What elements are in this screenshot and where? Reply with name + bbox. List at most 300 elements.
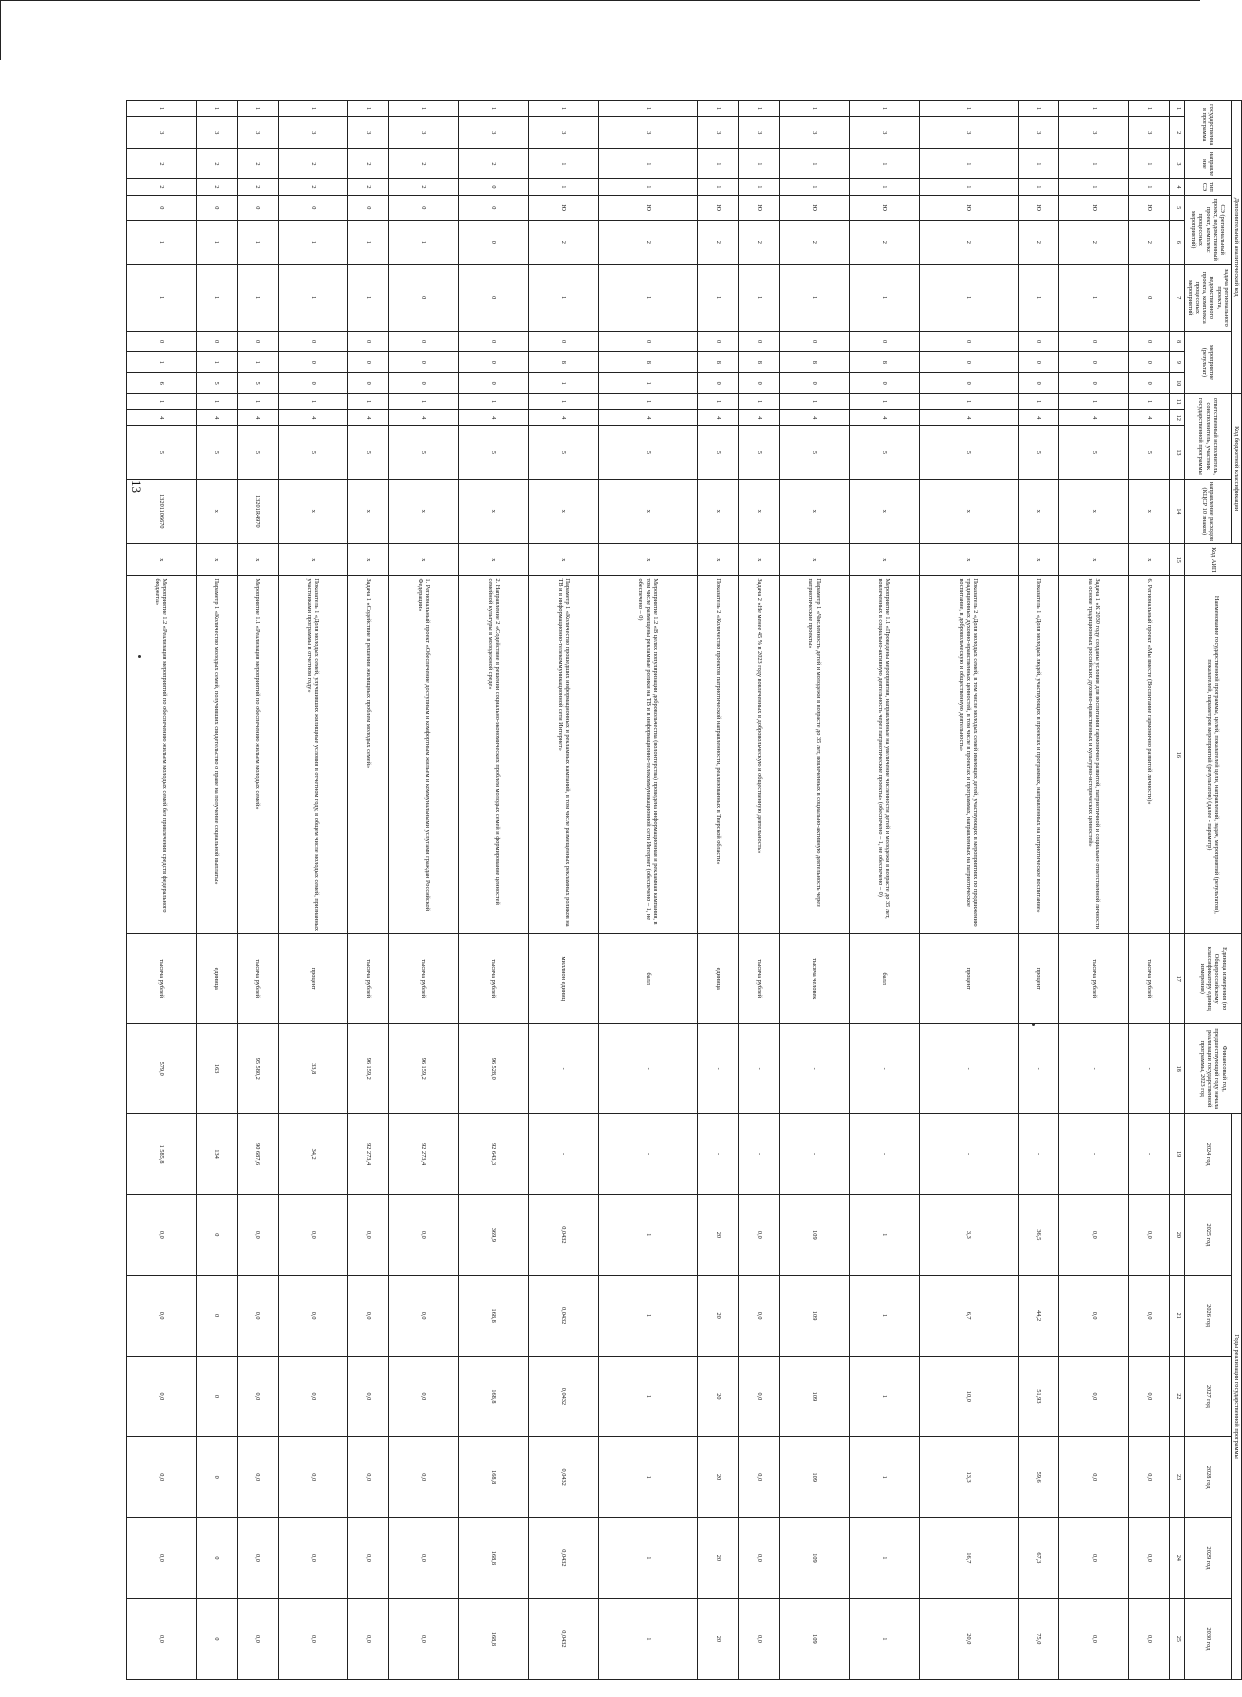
code-cell: 2 — [237, 149, 278, 179]
code-cell: 6 — [126, 373, 196, 394]
column-number: 11 — [1170, 394, 1185, 410]
code-cell: x — [697, 544, 738, 576]
code-cell: x — [919, 544, 1018, 576]
code-cell: 0 — [1018, 331, 1059, 352]
year-value-cell: 109 — [779, 1518, 849, 1599]
code-cell: 0 — [459, 373, 529, 394]
code-cell: Ю — [1059, 195, 1129, 220]
code-cell: x — [389, 544, 459, 576]
year-value-cell: 16,7 — [919, 1518, 1018, 1599]
column-number: 16 — [1170, 576, 1185, 934]
header-year: 2027 год — [1185, 1356, 1231, 1437]
year-value-cell: 168,8 — [459, 1437, 529, 1518]
code-cell: 1 — [738, 264, 779, 331]
column-number: 3 — [1170, 149, 1185, 179]
year-value-cell: 20 — [697, 1194, 738, 1275]
table-row — [738, 101, 779, 1680]
table-row — [126, 101, 196, 1680]
code-cell: x — [697, 479, 738, 544]
unit-cell: единица — [196, 934, 237, 1024]
code-cell: 1 — [126, 101, 196, 117]
code-cell: 1 — [278, 101, 348, 117]
code-cell: 0 — [278, 352, 348, 373]
year-value-cell: 0 — [196, 1356, 237, 1437]
year-value-cell: 6,7 — [919, 1275, 1018, 1356]
code-cell: 0 — [459, 352, 529, 373]
code-cell: 5 — [919, 426, 1018, 479]
table-row — [599, 101, 698, 1680]
year-value-cell: 3,3 — [919, 1194, 1018, 1275]
code-cell: 1 — [389, 101, 459, 117]
code-cell: 0 — [459, 264, 529, 331]
code-cell: x — [849, 479, 919, 544]
code-cell: 4 — [196, 410, 237, 426]
code-cell: 3 — [738, 117, 779, 149]
code-cell: 1 — [779, 179, 849, 195]
code-cell: x — [126, 544, 196, 576]
unit-cell: балл — [599, 934, 698, 1024]
code-cell: 3 — [779, 117, 849, 149]
code-cell: 0 — [779, 373, 849, 394]
code-cell: 4 — [1129, 410, 1170, 426]
row-name: Показатель 2 «Доля молодых семей, в том числе молодых семей имеющих детей, участвующих в мероприятиях по продвижению традиционных духовно-нравственных ценностей, в том числе в проектах и программах, направленных на патриотическое воспитание, в добровольческую и общественную деятельность» — [919, 576, 1018, 934]
row-name: Показатель 2 «Количество проектов патриотической направленности, реализованных в Тверской области» — [697, 576, 738, 934]
code-cell: 1 — [529, 101, 599, 117]
code-cell: 5 — [459, 426, 529, 479]
header-type: тип СЭ — [1185, 179, 1231, 195]
code-cell: 1 — [1018, 101, 1059, 117]
code-cell: 0 — [278, 195, 348, 220]
code-cell: 1 — [1059, 264, 1129, 331]
header-year: 2026 год — [1185, 1275, 1231, 1356]
code-cell: 4 — [237, 410, 278, 426]
header-year: 2024 год — [1185, 1114, 1231, 1195]
code-cell: Ю — [529, 195, 599, 220]
code-cell: 8 — [779, 352, 849, 373]
code-cell: 4 — [697, 410, 738, 426]
header-year: 2030 год — [1185, 1598, 1231, 1679]
code-cell: 2 — [278, 149, 348, 179]
code-cell: 0 — [849, 331, 919, 352]
code-cell: 0 — [1059, 352, 1129, 373]
code-cell: 1 — [1059, 394, 1129, 410]
year-value-cell: 0,0 — [1059, 1275, 1129, 1356]
year-value-cell: 1 — [599, 1598, 698, 1679]
year-value-cell: 0 — [196, 1518, 237, 1599]
unit-cell: процент — [1018, 934, 1059, 1024]
code-cell: 3 — [599, 117, 698, 149]
code-cell: 0 — [389, 373, 459, 394]
code-cell: 1 — [348, 101, 389, 117]
year-value-cell: 109 — [779, 1437, 849, 1518]
code-cell: 1 — [1129, 101, 1170, 117]
code-cell: 1 — [1129, 394, 1170, 410]
code-cell: 3 — [459, 117, 529, 149]
code-cell: 2 — [389, 149, 459, 179]
code-cell: 1 — [1059, 149, 1129, 179]
year-value-cell: 0,0 — [1129, 1518, 1170, 1599]
row-name: 6. Региональный проект «Мы вместе (Воспитание гармонично развитой личности)» — [1129, 576, 1170, 934]
column-number: 20 — [1170, 1194, 1185, 1275]
code-cell: 0 — [738, 373, 779, 394]
column-number: 15 — [1170, 544, 1185, 576]
code-cell: 0 — [599, 331, 698, 352]
code-cell: 4 — [849, 410, 919, 426]
year-value-cell: 1 — [849, 1598, 919, 1679]
code-cell: Ю — [919, 195, 1018, 220]
code-cell: Ю — [599, 195, 698, 220]
code-cell: x — [1018, 544, 1059, 576]
year-value-cell: - — [697, 1114, 738, 1195]
code-cell: 1 — [849, 264, 919, 331]
code-cell: x — [1129, 479, 1170, 544]
code-cell: x — [599, 544, 698, 576]
code-cell: 1 — [1059, 179, 1129, 195]
unit-cell: тысяча рублей — [459, 934, 529, 1024]
year-value-cell: - — [599, 1114, 698, 1195]
code-cell: 0 — [237, 195, 278, 220]
column-number: 24 — [1170, 1518, 1185, 1599]
year-value-cell: 1 585,8 — [126, 1114, 196, 1195]
fin-year-cell: - — [779, 1024, 849, 1114]
code-cell: 1 — [849, 101, 919, 117]
code-cell: 0 — [1059, 331, 1129, 352]
year-value-cell: 1 — [599, 1194, 698, 1275]
code-cell: 5 — [237, 426, 278, 479]
fin-year-cell: 163 — [196, 1024, 237, 1114]
fin-year-cell: - — [697, 1024, 738, 1114]
table-row — [919, 101, 1018, 1680]
code-cell: 5 — [849, 426, 919, 479]
code-cell: 0 — [348, 352, 389, 373]
year-value-cell: - — [779, 1114, 849, 1195]
code-cell: 1 — [126, 220, 196, 264]
column-number: 1 — [1170, 101, 1185, 117]
code-cell: 1 — [237, 352, 278, 373]
code-cell: 2 — [1059, 220, 1129, 264]
code-cell: 1 — [1129, 149, 1170, 179]
code-cell: 0 — [459, 220, 529, 264]
year-value-cell: - — [919, 1114, 1018, 1195]
year-value-cell: 0,0 — [237, 1518, 278, 1599]
rotated-table-container — [154, 100, 1242, 1680]
code-cell: 0 — [348, 331, 389, 352]
code-cell: 5 — [278, 426, 348, 479]
unit-cell: процент — [919, 934, 1018, 1024]
column-number: 5 — [1170, 195, 1185, 220]
column-number: 14 — [1170, 479, 1185, 544]
year-value-cell: 0,0432 — [529, 1437, 599, 1518]
year-value-cell: 0,0 — [1129, 1275, 1170, 1356]
code-cell: 3 — [1018, 117, 1059, 149]
code-cell: x — [1129, 544, 1170, 576]
code-cell: 4 — [459, 410, 529, 426]
code-cell: 2 — [348, 149, 389, 179]
code-cell: 1 — [697, 101, 738, 117]
code-cell: 5 — [697, 426, 738, 479]
column-number: 22 — [1170, 1356, 1185, 1437]
code-cell: 3 — [1129, 117, 1170, 149]
code-cell: 2 — [599, 220, 698, 264]
code-cell: 1 — [1129, 179, 1170, 195]
year-value-cell: - — [1059, 1114, 1129, 1195]
column-number: 2 — [1170, 117, 1185, 149]
code-cell: 0 — [126, 195, 196, 220]
code-cell: x — [1059, 544, 1129, 576]
code-cell: 1 — [126, 394, 196, 410]
table-row — [237, 101, 278, 1680]
code-cell: 0 — [389, 352, 459, 373]
code-cell: 4 — [529, 410, 599, 426]
column-number: 8 — [1170, 331, 1185, 352]
table-row — [849, 101, 919, 1680]
code-cell: 1 — [697, 264, 738, 331]
year-value-cell: 10,0 — [919, 1356, 1018, 1437]
code-cell: 1 — [919, 101, 1018, 117]
fin-year-cell: - — [919, 1024, 1018, 1114]
code-cell: 2 — [348, 179, 389, 195]
code-cell: 2 — [389, 179, 459, 195]
fin-year-cell: 96 528,0 — [459, 1024, 529, 1114]
unit-cell: тысяча человек — [779, 934, 849, 1024]
year-value-cell: 0,0432 — [529, 1275, 599, 1356]
column-number: 12 — [1170, 410, 1185, 426]
code-cell: 0 — [1129, 264, 1170, 331]
code-cell: Ю — [697, 195, 738, 220]
year-value-cell: 0,0 — [237, 1194, 278, 1275]
year-value-cell: 0,0 — [738, 1356, 779, 1437]
header-se: СЭ (региональный проект, ведомственный проект, комплекс процессных мероприятий) — [1185, 195, 1231, 264]
code-cell: 1 — [599, 373, 698, 394]
code-cell: 1 — [348, 394, 389, 410]
year-value-cell: - — [1018, 1114, 1059, 1195]
code-cell: 0 — [738, 331, 779, 352]
year-value-cell: 0,0 — [389, 1598, 459, 1679]
fin-year-cell: - — [849, 1024, 919, 1114]
row-name: Показатель 1 «Доля молодых людей, участвующих в проектах и программах, направленных на патриотическое воспитание» — [1018, 576, 1059, 934]
code-cell: x — [779, 544, 849, 576]
code-cell: x — [1018, 479, 1059, 544]
fin-year-cell: 96 159,2 — [348, 1024, 389, 1114]
code-cell: x — [459, 544, 529, 576]
fin-year-cell: 96 159,2 — [389, 1024, 459, 1114]
header-year: 2025 год — [1185, 1194, 1231, 1275]
code-cell: Ю — [849, 195, 919, 220]
header-name: Наименование государственной программы, целей, показателей цели, направлений, задач, мероприятий (результатов), показателей, параметров мероприятий (результатов) (далее - параметр) — [1185, 576, 1242, 934]
year-value-cell: 109 — [779, 1598, 849, 1679]
year-value-cell: 0,0432 — [529, 1194, 599, 1275]
year-value-cell: 13,3 — [919, 1437, 1018, 1518]
year-value-cell: 134 — [196, 1114, 237, 1195]
year-value-cell: 0,0 — [738, 1437, 779, 1518]
table-row — [1129, 101, 1170, 1680]
code-cell: 1 — [1059, 101, 1129, 117]
year-value-cell: 0,0 — [348, 1518, 389, 1599]
code-cell: 5 — [126, 426, 196, 479]
code-cell: 5 — [1018, 426, 1059, 479]
year-value-cell: 0,0 — [389, 1356, 459, 1437]
year-value-cell: 0,0 — [126, 1194, 196, 1275]
code-cell: 2 — [849, 220, 919, 264]
year-value-cell: 0,0 — [237, 1437, 278, 1518]
table-row — [529, 101, 599, 1680]
code-cell: 5 — [348, 426, 389, 479]
code-cell: x — [196, 544, 237, 576]
year-value-cell: 168,8 — [459, 1598, 529, 1679]
column-number: 4 — [1170, 179, 1185, 195]
year-value-cell: 59,6 — [1018, 1437, 1059, 1518]
year-value-cell: 0,0 — [738, 1518, 779, 1599]
table-row — [196, 101, 237, 1680]
fin-year-cell: 33,8 — [278, 1024, 348, 1114]
code-cell: 3 — [237, 117, 278, 149]
year-value-cell: 0,0 — [1059, 1518, 1129, 1599]
code-cell: 1 — [919, 179, 1018, 195]
code-cell: 1 — [126, 264, 196, 331]
column-number: 25 — [1170, 1598, 1185, 1679]
year-value-cell: 109 — [779, 1194, 849, 1275]
year-value-cell: 0,0 — [237, 1275, 278, 1356]
code-cell: 0 — [459, 195, 529, 220]
code-cell: 1 — [348, 264, 389, 331]
row-name: Параметр 1 «Количество молодых семей, получивших свидетельство о праве на получение социальной выплаты» — [196, 576, 237, 934]
year-value-cell: 0,0 — [278, 1275, 348, 1356]
unit-cell: тысяча рублей — [389, 934, 459, 1024]
year-value-cell: 36,5 — [1018, 1194, 1059, 1275]
year-value-cell: 1 — [599, 1518, 698, 1599]
code-cell: Ю — [1129, 195, 1170, 220]
code-cell: 0 — [237, 331, 278, 352]
code-cell: 2 — [459, 149, 529, 179]
year-value-cell: 90 687,6 — [237, 1114, 278, 1195]
year-value-cell: 92 273,4 — [389, 1114, 459, 1195]
code-cell: 4 — [599, 410, 698, 426]
unit-cell: единица — [697, 934, 738, 1024]
code-cell: 4 — [1018, 410, 1059, 426]
code-cell: 1 — [529, 394, 599, 410]
row-name: Мероприятие 1.1 «Реализация мероприятий по обеспечению жильем молодых семей» — [237, 576, 278, 934]
year-value-cell: 0,0 — [389, 1275, 459, 1356]
code-cell: x — [278, 544, 348, 576]
code-cell: 1 — [237, 101, 278, 117]
year-value-cell: - — [738, 1114, 779, 1195]
year-value-cell: 0,0 — [738, 1598, 779, 1679]
code-cell: 1 — [738, 101, 779, 117]
header-fin-year: Финансовый год, предшествующий году начала реализации государственной программы, 2023 год — [1185, 1024, 1242, 1114]
code-cell: 2 — [1129, 220, 1170, 264]
code-cell: 1 — [237, 394, 278, 410]
code-cell: 4 — [278, 410, 348, 426]
code-cell: 3 — [697, 117, 738, 149]
column-number: 18 — [1170, 1024, 1185, 1114]
year-value-cell: 0,0432 — [529, 1518, 599, 1599]
year-value-cell: 0,0 — [237, 1598, 278, 1679]
code-cell: 3 — [849, 117, 919, 149]
year-value-cell: 34,2 — [278, 1114, 348, 1195]
code-cell: 2 — [126, 179, 196, 195]
year-value-cell: 0,0 — [278, 1437, 348, 1518]
year-value-cell: 0,0 — [389, 1194, 459, 1275]
code-cell: 0 — [849, 373, 919, 394]
year-value-cell: 0,0 — [389, 1518, 459, 1599]
code-cell: 1 — [278, 220, 348, 264]
code-cell: 1 — [919, 264, 1018, 331]
year-value-cell: 0,0 — [738, 1275, 779, 1356]
table-row — [389, 101, 459, 1680]
code-cell: 5 — [1129, 426, 1170, 479]
code-cell: 5 — [1059, 426, 1129, 479]
year-value-cell: 0,0 — [348, 1275, 389, 1356]
code-cell: 1 — [697, 179, 738, 195]
column-number: 9 — [1170, 352, 1185, 373]
column-number: 6 — [1170, 220, 1185, 264]
year-value-cell: 0 — [196, 1194, 237, 1275]
unit-cell: миллион единиц — [529, 934, 599, 1024]
code-cell: 1 — [738, 179, 779, 195]
code-cell: 8 — [849, 352, 919, 373]
code-cell: 1 — [738, 149, 779, 179]
code-cell: 1 — [779, 149, 849, 179]
year-value-cell: 0 — [196, 1275, 237, 1356]
year-value-cell: 0,0 — [126, 1275, 196, 1356]
code-cell: 2 — [919, 220, 1018, 264]
code-cell: 1 — [196, 394, 237, 410]
table-row — [697, 101, 738, 1680]
row-name: Задача 1 «К 2030 году созданы условия для воспитания гармонично развитой, патриотичной и социально ответственной личности на основе традиционных российских духовно-нравственных и культурно-исторических ценностей» — [1059, 576, 1129, 934]
code-cell: 5 — [237, 373, 278, 394]
code-cell: x — [389, 479, 459, 544]
header-direction: направление — [1185, 149, 1231, 179]
code-cell: 8 — [697, 352, 738, 373]
code-cell: 5 — [196, 426, 237, 479]
code-cell: x — [237, 544, 278, 576]
code-cell: 4 — [348, 410, 389, 426]
year-value-cell: 0,0 — [1059, 1598, 1129, 1679]
fin-year-cell: 579,0 — [126, 1024, 196, 1114]
code-cell: 2 — [196, 179, 237, 195]
table-row — [1059, 101, 1129, 1680]
code-cell: Ю — [738, 195, 779, 220]
code-cell: x — [599, 479, 698, 544]
code-cell: 2 — [1018, 220, 1059, 264]
code-cell: 1 — [599, 179, 698, 195]
year-value-cell: 0,0 — [126, 1518, 196, 1599]
code-cell: 0 — [919, 352, 1018, 373]
year-value-cell: 75,0 — [1018, 1598, 1059, 1679]
unit-cell: тысяча рублей — [237, 934, 278, 1024]
year-value-cell: 20,0 — [919, 1598, 1018, 1679]
year-value-cell: 1 — [599, 1275, 698, 1356]
row-name: Параметр 1 «Численность детей и молодежи в возрасте до 35 лет, вовлеченных в социально-активную деятельность через патриотические проекты» — [779, 576, 849, 934]
code-cell: 1 — [849, 149, 919, 179]
code-cell: 0 — [459, 179, 529, 195]
code-cell: 1 — [599, 264, 698, 331]
header-exec: ответственный исполнитель, соисполнитель, участник государственной программы — [1185, 394, 1231, 479]
code-cell: Ю — [1018, 195, 1059, 220]
code-cell: 4 — [779, 410, 849, 426]
code-cell: 0 — [389, 264, 459, 331]
code-cell: 5 — [738, 426, 779, 479]
code-cell: 4 — [126, 410, 196, 426]
year-value-cell: 20 — [697, 1437, 738, 1518]
year-value-cell: 92 273,4 — [348, 1114, 389, 1195]
unit-cell: балл — [849, 934, 919, 1024]
year-value-cell: 0,0 — [738, 1194, 779, 1275]
code-cell: 0 — [919, 373, 1018, 394]
row-name: Задача 1 «Содействие в решении жилищных проблем молодых семей» — [348, 576, 389, 934]
column-number: 19 — [1170, 1114, 1185, 1195]
fin-year-cell: - — [738, 1024, 779, 1114]
